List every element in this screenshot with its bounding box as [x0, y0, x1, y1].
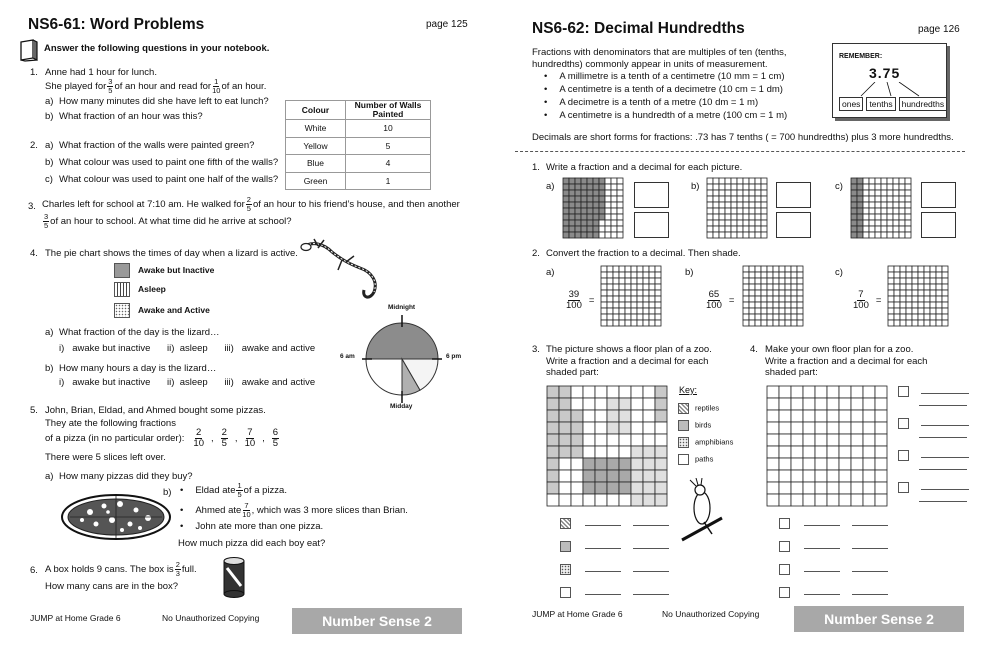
r-q2a-fraction: $\frac{39}{100}$ = [566, 289, 595, 311]
q4a-text: What fraction of the day is the lizard… [59, 327, 220, 338]
q4b-text: How many hours a day is the lizard… [59, 363, 217, 374]
r-q3-line3: shaded part: [546, 367, 599, 378]
q3-line1: Charles left for school at 7:10 am. He walked for $\frac{2}{5}$ of an hour to his friend’s house, and then another [42, 195, 460, 213]
fraction: $\frac{2}{5}$ [221, 427, 227, 449]
answer-row[interactable] [898, 418, 969, 450]
table-row: White 10 [286, 120, 431, 138]
r-q1b-label: b) [691, 181, 700, 192]
q5-line3: of a pizza (in no particular order): $\frac{2}{10}$ , $\frac{2}{5}$ , $\frac{7}{10}$ , $\frac{6}{5}$ [45, 427, 279, 449]
legend-item: Awake but Inactive [114, 263, 214, 282]
q2c-text: What colour was used to paint one half of the walls? [59, 174, 279, 185]
answer-row[interactable] [779, 564, 888, 587]
hundred-grid-q2a[interactable] [600, 265, 662, 327]
pie-label-bottom: Midday [390, 403, 413, 410]
legend-item: Awake and Active [114, 303, 214, 322]
r-q2c-label: c) [835, 267, 843, 278]
notebook-icon [18, 38, 40, 62]
left-footer-section: Number Sense 2 [292, 608, 462, 634]
q4-number: 4. [30, 248, 38, 259]
bullet-list [544, 71, 787, 123]
fraction: $\frac{7}{10}$ [242, 501, 251, 519]
hundred-grid-q1c [850, 177, 912, 239]
hundred-grid-q2c[interactable] [887, 265, 949, 327]
q1-line2: She played for $\frac{3}{5}$ of an hour and read for $\frac{1}{10}$ of an hour. [45, 77, 267, 95]
r-q2-number: 2. [532, 248, 540, 259]
q4-text: The pie chart shows the times of day when a lizard is active. [45, 248, 298, 259]
fraction: $\frac{2}{3}$ [175, 560, 180, 578]
q4b-options: i) awake but inactive ii) asleep iii) awake and active [59, 377, 316, 388]
right-footer-publisher: JUMP at Home Grade 6 [532, 609, 623, 619]
right-footer-section: Number Sense 2 [794, 606, 964, 632]
r-q4-line3: shaded part: [765, 367, 818, 378]
q2b-label: b) [45, 157, 54, 168]
intro-line1: Fractions with denominators that are multiples of ten (tenths, [532, 47, 787, 58]
pie-label-left: 6 am [340, 353, 355, 360]
answer-box[interactable] [776, 182, 811, 208]
r-q4-line2: Write a fraction and a decimal for each [765, 356, 928, 367]
q2a-text: What fraction of the walls were painted green? [59, 140, 255, 151]
r-q2c-fraction: $\frac{7}{100}$ = [853, 289, 882, 311]
r-q1-text: Write a fraction and a decimal for each picture. [546, 162, 743, 173]
q4b-label: b) [45, 363, 54, 374]
hundred-grid-q1a [562, 177, 624, 239]
fraction: $\frac{6}{5}$ [272, 427, 279, 449]
q4-answer-rows-bottom [779, 518, 888, 610]
legend-item: Asleep [114, 282, 214, 303]
answer-row[interactable] [898, 386, 969, 418]
fraction: $\frac{3}{5}$ [44, 212, 49, 230]
answer-row[interactable] [898, 450, 969, 482]
q1-number: 1. [30, 67, 38, 78]
pie-label-top: Midnight [388, 304, 416, 311]
table-row: Yellow 5 [286, 137, 431, 155]
key-item-reptiles: reptiles [678, 403, 733, 420]
place-value-tags [839, 97, 947, 111]
pie-slice-active-2 [366, 359, 402, 395]
r-q2b-fraction: $\frac{65}{100}$ = [706, 289, 735, 311]
right-page-title: NS6-62: Decimal Hundredths [532, 20, 745, 37]
q5a-text: How many pizzas did they buy? [59, 471, 193, 482]
key-item-paths: paths [678, 454, 733, 471]
pizza-icon [60, 492, 172, 542]
fraction: $\frac{1}{5}$ [237, 481, 242, 499]
q5b-label: b) [163, 487, 172, 498]
decimals-note: Decimals are short forms for fractions: .73 has 7 tenths ( = 700 hundredths) plus 3 more hundredths. [532, 132, 954, 143]
r-q3-number: 3. [532, 344, 540, 355]
q4a-label: a) [45, 327, 54, 338]
remember-number: 3.75 [869, 65, 901, 81]
q1a-label: a) [45, 96, 54, 107]
can-icon [222, 556, 246, 598]
fraction: $\frac{1}{10}$ [212, 77, 221, 95]
q2-number: 2. [30, 140, 38, 151]
right-footer-copyright: No Unauthorized Copying [662, 609, 760, 619]
walls-table [285, 100, 431, 190]
q5-line4: There were 5 slices left over. [45, 452, 166, 463]
q5b-question: How much pizza did each boy eat? [178, 538, 326, 549]
left-page-title: NS6-61: Word Problems [28, 16, 205, 33]
q5-number: 5. [30, 405, 38, 416]
answer-box[interactable] [776, 212, 811, 238]
answer-box[interactable] [921, 212, 956, 238]
q3-answer-rows [560, 518, 669, 610]
answer-row[interactable] [779, 541, 888, 564]
remember-arrows [853, 82, 933, 98]
fraction: $\frac{2}{10}$ [193, 427, 204, 449]
hundred-grid-q2b[interactable] [742, 265, 804, 327]
fraction: $\frac{2}{5}$ [246, 195, 251, 213]
remember-box [832, 43, 947, 118]
q3-number: 3. [28, 201, 36, 212]
r-q1-number: 1. [532, 162, 540, 173]
tag-hundredths: hundredths [899, 97, 948, 111]
answer-row[interactable] [560, 587, 669, 610]
q1a-text: How many minutes did she have left to eat lunch? [59, 96, 269, 107]
right-page-number: page 126 [918, 24, 960, 35]
pie-label-right: 6 pm [446, 353, 462, 360]
answer-row[interactable] [779, 518, 888, 541]
q4-answer-rows-right [898, 386, 969, 514]
answer-box[interactable] [921, 182, 956, 208]
r-q2a-label: a) [546, 267, 555, 278]
left-footer-copyright: No Unauthorized Copying [162, 613, 260, 623]
table-row: Blue 4 [286, 155, 431, 173]
intro-line2: hundredths) commonly appear in units of measurement. [532, 59, 768, 70]
answer-box[interactable] [634, 212, 669, 238]
fraction: $\frac{3}{5}$ [108, 77, 113, 95]
list-item: • A decimetre is a tenth of a metre (10 dm = 1 m) [544, 97, 759, 108]
q5-line1: John, Brian, Eldad, and Ahmed bought some pizzas. [45, 405, 266, 416]
q1-line1: Anne had 1 hour for lunch. [45, 67, 157, 78]
answer-row[interactable] [560, 564, 669, 587]
table-row: Green 1 [286, 172, 431, 190]
zoo-floor-plan [546, 385, 668, 507]
table-header-walls: Number of Walls Painted [346, 101, 431, 120]
answer-row[interactable] [560, 541, 669, 564]
instruction: Answer the following questions in your notebook. [44, 43, 270, 54]
key-title: Key: [679, 385, 698, 395]
q6-line1: A box holds 9 cans. The box is $\frac{2}{3}$ full. [45, 560, 197, 578]
r-q3-line2: Write a fraction and a decimal for each [546, 356, 709, 367]
left-page-number: page 125 [426, 19, 468, 30]
fraction: $\frac{7}{10}$ [244, 427, 256, 449]
pie-slice-asleep [366, 323, 438, 359]
r-q2b-label: b) [685, 267, 694, 278]
tag-tenths: tenths [866, 97, 895, 111]
q2b-text: What colour was used to paint one fifth of the walls? [59, 157, 279, 168]
left-footer-publisher: JUMP at Home Grade 6 [30, 613, 121, 623]
table-header-colour: Colour [286, 101, 346, 120]
own-floor-plan-grid[interactable] [766, 385, 888, 507]
key-item-amphibians: amphibians [678, 437, 733, 454]
r-q1c-label: c) [835, 181, 843, 192]
answer-row[interactable] [898, 482, 969, 514]
q4a-options: i) awake but inactive ii) asleep iii) awake and active [59, 343, 316, 354]
lizard-icon [298, 238, 384, 304]
pie-legend [114, 263, 214, 322]
q1b-label: b) [45, 111, 54, 122]
pie-chart [360, 313, 444, 405]
q5b-bullet2: • Ahmed ate $\frac{7}{10}$ , which was 3 more slices than Brian. [180, 501, 408, 519]
zoo-key [678, 403, 733, 471]
q1b-text: What fraction of an hour was this? [59, 111, 203, 122]
q5b-bullet3: • John ate more than one pizza. [180, 521, 324, 532]
q5a-label: a) [45, 471, 54, 482]
list-item: • A centimetre is a tenth of a decimetre (10 cm = 1 dm) [544, 84, 783, 95]
q2a-label: a) [45, 140, 54, 151]
r-q4-line1: Make your own floor plan for a zoo. [765, 344, 914, 355]
q3-line2: $\frac{3}{5}$ of an hour to school. At what time did he arrive at school? [44, 212, 292, 230]
remember-label: REMEMBER: [839, 53, 883, 60]
q6-line2: How many cans are in the box? [45, 581, 179, 592]
list-item: • A centimetre is a hundredth of a metre (100 cm = 1 m) [544, 110, 788, 121]
bird-icon [678, 478, 726, 544]
q5-line2: They ate the following fractions [45, 418, 176, 429]
separator [515, 151, 965, 152]
list-item: • A millimetre is a tenth of a centimetre (10 mm = 1 cm) [544, 71, 785, 82]
tag-ones: ones [839, 97, 863, 111]
r-q3-line1: The picture shows a floor plan of a zoo. [546, 344, 712, 355]
r-q4-number: 4. [750, 344, 758, 355]
key-item-birds: birds [678, 420, 733, 437]
answer-row[interactable] [560, 518, 669, 541]
q5b-bullet1: • Eldad ate $\frac{1}{5}$ of a pizza. [180, 481, 287, 499]
answer-box[interactable] [634, 182, 669, 208]
hundred-grid-q1b [706, 177, 768, 239]
r-q2-text: Convert the fraction to a decimal. Then shade. [546, 248, 741, 259]
q6-number: 6. [30, 565, 38, 576]
r-q1a-label: a) [546, 181, 555, 192]
q2c-label: c) [45, 174, 53, 185]
